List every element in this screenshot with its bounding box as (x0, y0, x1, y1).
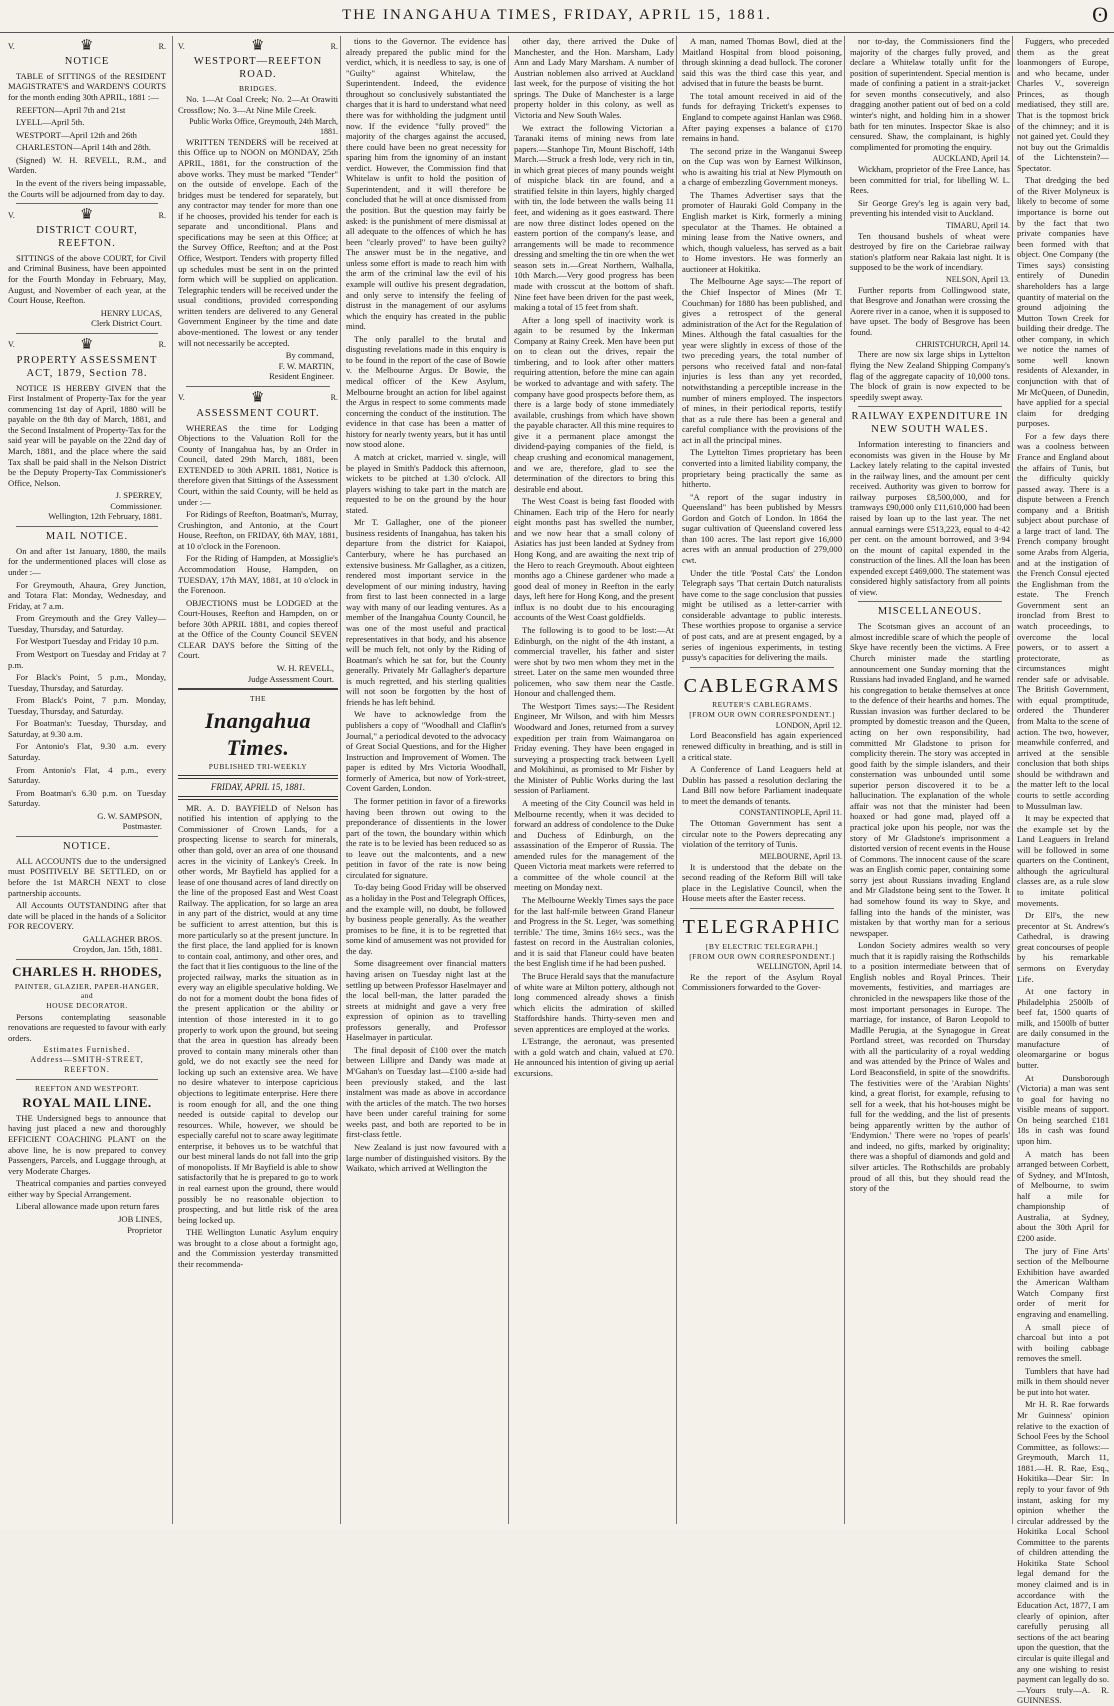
royal-crest-icon: ♛ (79, 207, 94, 224)
railway-expenditure-heading: RAILWAY EXPENDITURE IN NEW SOUTH WALES. (851, 411, 1009, 436)
westport-reefton-heading: WESTPORT—REEFTON ROAD. (193, 56, 323, 80)
sittings-notice: TABLE of SITTINGS of the RESIDENT MAGISTRATE'S and WARDEN'S COURTS for the month ending 30th APRIL, 1881 :— (8, 70, 166, 103)
editorial-paragraph: THE Wellington Lunatic Asylum enquiry was brought to a close about a fortnight ago, and the Commission yesterday transmitted their recommenda- (178, 1227, 338, 1269)
vr-crest: V. ♛ R. (8, 38, 166, 54)
column-7: Fuggers, who preceded them as the great loanmongers of Europe, and who became, under Charles V., sovereign Princes, as though mediatised, they still are. That is the topmost brick of the chimney; and it is not gained yet. Could they not buy out the Grimaldis of the Lichtenstein?—Spectator. That dredging the bed of the River Molyneux is likely to become of some importance is borne out by the fact that two private companies have been formed with that object. One Company (the Times says) consisting entirely of Dunedin shareholders has a large quantity of material on the ground adjoining the Mutton Town Creek for building their dredge. The other company, in which we notice the names of some well known residents of Alexander, in conjunction with that of Mr McQueen, of Dunedin, have applied for a special claim for dredging purposes. For a few days there was a coolness between France and England about the affairs of Tunis, but the difficulty quickly passed away. There is a dispute between a French company and a British subject about purchase of a large tract of land. The French company brought some Arabs from Algeria, and at the instigation of the French Consul ejected the Englishman from the estate. The French Government sent an ironclad from Brest to watch proceedings, to overcome the local powers, or to assert a protectorate, as circumstances might render safe or advisable. The British Government, with equal promptitude, ordered the Thunderer from Malta to the scene of action. The two, however, meanwhile conferred, and arrived at the sensible conclusion that both ships should be withdrawn and the matter left to the local courts to settle according to Mussulman law. It may be expected that the example set by the Land Leaguers in Ireland will be followed in some quarters on the Continent, although the agricultural classes are, as a rule slow to imitate political movements. Dr Ell's, the new precentor at St. Andrew's Cathedral, is drawing great concourses of people by his remarkable sermons on Everyday Life. At one factory in Philadelphia 2500lb of beef fat, 1500 quarts of milk, and 1500lb of butter are daily consumed in the manufacture of oleomargarine or bogus butter. At Dunsborough (Victoria) a man was sent to goal for having no visible means of support. On being searched £181 18s in cash was found upon him. A match has been arranged between Corbett, of Sydney, and M'Intosh, of Melbourne, to swim half a mile for championship of Australia, at Sydney, about the 30th April for £200 aside. The jury of Fine Arts' section of the Melbourne Exhibition have awarded the American Waltham Watch Company first order of merit for engraving and enamelling. A small piece of charcoal but into a pot with boiling cabbage removes the smell. Tumblers that have had milk in them should never be put into hot water. Mr H. R. Rae forwards Mr Guinness' opinion relative to the exaction of School Fees by the School Committee, as follows:—Greymouth, March 11, 1881.—H. R. Rae, Esq., Hokitika—Dear Sir: In reply to your favor of 9th instant, asking for my opinion whether the circular addressed by the Hokitika Local School Committee to the parents of children attending the Hokitika State School legal demand for the money claimed and is in accordance with the Education Act, 1877, I am clearly of opinion, after carefully perusing all sections of the act bearing upon the question, that the circular is quite illegal and any one wishing to resist payment can legally do so.—Yours truly—A. R. GUINNESS. (1012, 36, 1109, 1524)
masthead (0, 0, 1114, 33)
royal-crest-icon: ♛ (79, 336, 94, 353)
royal-mail-heading: ROYAL MAIL LINE. (22, 1094, 152, 1110)
royal-crest-icon: ♛ (250, 38, 265, 54)
divider (16, 959, 158, 960)
divider (858, 406, 1002, 407)
column-2: V. ♛ R. WESTPORT—REEFTON ROAD. BRIDGES. No. 1—At Coal Creek; No. 2—At Orawiti Crossflow; No. 3—At Nine Mile Creek. Public Works Office, Greymouth, 24th March, 1881. WRITTEN TENDERS will be received at this Office up to NOON on MONDAY, 25th APRIL, 1881, for the construction of the above works. They must be marked "Tender" on the outside of envelope. Each of the bridges must be tendered for separately, but any contractor may tender for more than one if he chooses, provided his tender for each is separate and unconditional. Plans and specifications may be seen at this Office; at the Survey Office, Reefton; and at the Post Office, Westport. Tenders with property filled up schedules must be sent in on the printed form which will be supplied on application. Telegraphic tenders will be received under the usual conditions, provided corresponding written tenders are delivered to any General Government Engineer by the time and date above-mentioned. The lowest or any tender will not necessarily be accepted. By command, F. W. MARTIN, Resident Engineer. V. ♛ R. ASSESSMENT COURT. WHEREAS the time for Lodging Objections to the Valuation Roll for the County of Inangahua has, by an Order in Council, dated 29th March, 1881, been EXTENDED to 30th APRIL 1881, Notice is therefore given that Sittings of the Assessment Court, within the said County, will be held as under :— For Ridings of Reefton, Boatman's, Murray, Crushington, and Antonio, at the Court House, Reefton, on FRIDAY, 6th MAY, 1881, at 10 o'clock in the Forenoon. For the Riding of Hampden, at Mossiglie's Accommodation House, Hampden, on TUESDAY, 17th MAY, 1881, at 10 o'clock in the Forenoon. OBJECTIONS must be LODGED at the Court-Houses, Reefton and Hampden, on or before 30th APRIL 1881, and copies thereof at the Office of the County Council SEVEN CLEAR DAYS before the Sitting of the Court. W. H. REVELL, Judge Assessment Court. THE Inangahua Times. PUBLISHED TRI-WEEKLY FRIDAY, APRIL 15, 1881. MR. A. D. BAYFIELD of Nelson has notified his intention of applying to the Commissioner of Crown Lands, for a prospecting license to search for minerals, other than gold, over an area of one thousand acres in the vicinity of Lankey's Creek. In other words, Mr Bayfield has applied for a lease of one thousand acres of land directly on the line of the proposed East and West Coast Railway. The application, for so large an area in any part of the district, would at any time be sufficient to arrest attention, but this is more particularly so at the present juncture. In the first place, the land applied for is known to contain coal, antimony, and other ores, and the fact that it lies contiguous to the line of the projected railway, marks the situation as in every way an eligible speculative holding. We do not for a moment doubt the bona fides of the present application or the ability or intention of those interested in it to go properly to work upon the ground, but seeing that the area in question has already been proved to contain many minerals other than gold, we do not exactly see the need for locking up such an extensive area. We have no desire whatever to interpose capricious objections to legitimate enterprise. Here there is room enough for all, and the one thing needed is outside capital to develop our resources. While, however, we should be especially careful not to scare away legitimate enterprise, it behoves us to be watchful that our best mineral lands do not fall into the grip of monopolists. If Mr Bayfield is able to show satisfactorily that he is prepared to go to work in real earnest upon the ground, there would possibly be no reasonable objection to prospecting, and but little risk of the area being locked up. THE Wellington Lunatic Asylum enquiry was brought to a close about a fortnight ago, and the Commission yesterday transmitted their recommenda- (172, 36, 343, 1524)
divider (690, 667, 834, 668)
notice-heading: NOTICE. (62, 840, 112, 852)
column-5: A man, named Thomas Bowl, died at the Maitland Hospital from blood poisoning, through skinning a dead bullock. The coroner said this was the third case this year, and advised that in future the beasts be burnt. The total amount received in aid of the funds for defraying Trickett's expenses to England to compete against Hanlan was £968. After paying expenses a balance of £170 remains in hand. The second prize in the Wanganui Sweep on the Cup was won by Earnest Wilkinson, who is awaiting his trial at New Plymouth on a charge of embezzling Government moneys. The Thames Advertiser says that the promoter of Hauraki Gold Company in the English market is Kirk, formerly a mining speculator at the Thames. He obtained a mining lease from the Native owners, and which, though valueless, has served as a bait to Home investors. He was formerly an auctioneer at Hokitika. The Melbourne Age says:—The report of the Chief Inspector of Mines (Mr T. Couchman) for 1880 has been published, and gives a retrospect of the general administration of the Act for the Regulation of Mines. Although the fatal casualties for the year were slightly in excess of those of the two preceding years, the total number of persons who received fatal and non-fatal injuries is less than any yet recorded, notwithstanding a perceptible increase in the number of miners employed. The inspectors of mines, in their periodical reports, testify that as a rule there has been a general and careful compliance with the provisions of the act in all the principal mines. The Lyttelton Times proprietary has been converted into a limited liability company, the proprietary being practically the same as hitherto. "A report of the sugar industry in Queensland" has been published by Messrs Gordon and Gotch of London. In 1864 the sugar cultivation of Queensland covered less than 100 acres. The last report give 16,000 acres with an annual production of 279,000 cwt. Under the title 'Postal Cats' the London Telegraph says 'That certain Dutch naturalists have come to the sage conclusion that pussies might be utilised as a letter-carrier with considerable advantage to public interests. These worthies propose to organise a service of post cats, and are at present engaged, by a series of ingenious experiments, in testing pussy's capacities for delivering the mails. CABLEGRAMS REUTER'S CABLEGRAMS. [FROM OUR OWN CORRESPONDENT.] LONDON, April 12. Lord Beaconsfield has again experienced renewed difficulty in breathing, and is still in a critical state. A Conference of Land Leaguers held at Dublin has passed a resolution declaring the Land Bill now before Parliament inadequate to meet the demands of tenants. CONSTANTINOPLE, April 11. The Ottoman Government has sent a circular note to the Powers deprecating any violation of the territory of Tunis. MELBOURNE, April 13. It is understood that the debate on the second reading of the Reform Bill will take place in the Legislative Council, when the House meets after the Easter recess. TELEGRAPHIC [BY ELECTRIC TELEGRAPH.] [FROM OUR OWN CORRESPONDENT.] WELLINGTON, April 14. Re the report of the Asylum Royal Commissioners forwarded to the Gover- (676, 36, 847, 1524)
column-4: other day, there arrived the Duke of Manchester, and the Hon. Marsham, Lady Ann and Lady Mary Marsham. A number of Austrian noblemen also arrived at Auckland last week, for the purpose of visiting the hot springs. The Duke of Manchester is a large property holder in this colony, as well as Victoria and New South Wales. We extract the following Victorian a Taranaki items of mining news from late papers.—Stanhope Tin, Mount Bischoff, 14th March.—Struck a fresh lode, very rich in tin, in which great pieces of many pounds weight of mispiche black tin are found, and a stratified felsite in thin layers, highly charged with tin, the lode between the walls being 11 feet, and widening as it goes eastward. There are now three distinct lodes opened on the eastern portion of the company's lease, and arrangements will be made to recommence dressing and smelting the tin ore when the wet season sets in.—Great Northern, Walhalla, 10th March.—Very good progress has been made with crosscut at the bottom of shaft. Nine feet have been driven for the past week, making a total of 15 feet from shaft. After a long spell of inactivity work is again to be resumed by the Inkerman Company at Rainy Creek. Men have been put on to clean out the drives, repair the timbering, and to look after other matters requiring attention, before the mine can again be worked to advantage and with safety. The company have good prospects before them, as there is a large body of stone immediately available, crushings from which have shown the payable character. All this mine requires to give it a permanent place amongst the dividend-paying companies of the field, is cheap crushing and economical management, and we are, therefore, glad to see the determination of the directors to bring this desirable end about. The West Coast is being fast flooded with Chinamen. Each trip of the Hero for nearly eight months past has swelled the number, and we now hear that a small colony of Asiatics has just been landed at Sydney from Hong Kong, and are awaiting the next trip of the Hero to reach Greymouth. About eighteen months ago a Chinese gardener who made a good deal of money in Reefton in the early days, left here for Hong Kong, and the present influx is no doubt due to his encouraging accounts of the West Coast goldfields. The following is to good to be lost:—At Edinburgh, on the night of the 4th instant, a commercial traveller, his father and sister were shot by two men whom they met in the street. Later on the same men wounded three policemen, who saw them near the Castle. Honour and challenged them. The Westport Times says:—The Resident Engineer, Mr Wilson, and with him Messrs Woodward and Jones, returned from a survey expedition per train from Waimangaroa on Friday evening. They have been engaged in surveying a prospecting track between Lyell and Mokihinui, as promised to Mr Fisher by the Minister of Public Works during the last session of Parliament. A meeting of the City Council was held in Melbourne recently, when it was decided to forward an address of condolence to the Duke and Duchess of Edinburgh, on the assassination of the Emperor of Russia. The amended rules for the management of the Queen Victoria meat markets were referred to a committee of the whole council at the meeting on Monday next. The Melbourne Weekly Times says the pace for the last half-mile between Grand Flaneur and Progress in the St. Leger, 'was something terrible.' The time, 3mins 16½ secs., was the fastest on record in the Australian colonies, and it is said that Flaneur could have beaten the best English time if he had been pushed. The Bruce Herald says that the manufacture of white ware at Milton pottery, although not long commenced already shows a finish which elicits the admiration of skilled Staffordshire hands. Thirty-seven men and seven apprentices are employed at the works. L'Estrange, the aeronaut, was presented with a gold watch and chain, valued at £70. He announced his intention of giving up aerial excursions. (508, 36, 679, 1524)
divider (16, 1079, 158, 1080)
divider (16, 203, 158, 204)
mail-notice-heading: MAIL NOTICE. (45, 530, 129, 542)
cablegrams-heading: CABLEGRAMS (683, 674, 841, 697)
divider (178, 688, 338, 690)
divider (16, 526, 158, 527)
divider (858, 601, 1002, 602)
dateline: FRIDAY, APRIL 15, 1881. (210, 781, 306, 792)
divider (186, 386, 330, 387)
royal-crest-icon: ♛ (79, 38, 94, 54)
column-1: V. ♛ R. NOTICE TABLE of SITTINGS of the RESIDENT MAGISTRATE'S and WARDEN'S COURTS for the month ending 30th APRIL, 1881 :— REEFTON—April 7th and 21st LYELL—April 5th. WESTPORT—April 12th and 26th CHARLESTON—April 14th and 28th. (Signed) W. H. REVELL, R.M., and Warden. In the event of the rivers being impassable, the Courts will be adjourned from day to day. V. ♛ R. DISTRICT COURT, REEFTON. SITTINGS of the above COURT, for Civil and Criminal Business, have been appointed for the Fourth Monday in February, May, August, and November of each year, at the Court House, Reefton. HENRY LUCAS, Clerk District Court. V. ♛ R. PROPERTY ASSESSMENT ACT, 1879, Section 78. NOTICE IS HEREBY GIVEN that the First Instalment of Property-Tax for the year commencing 1st day of April, 1880 will be payable on the 8th day of March, 1881, and the Second Instalment of Property-Tax for the said year will be payable on the 22nd day of March, 1881, and the place where the said Tax shall be paid shall in the Nelson District be the Deputy Property-Tax Commissioner's Office, Nelson. J. SPERREY, Commissioner. Wellington, 12th February, 1881. MAIL NOTICE. On and after 1st January, 1880, the mails for the undermentioned places will close as under :— For Greymouth, Ahaura, Grey Junction, and Totara Flat: Monday, Wednesday, and Friday, at 7 a.m. From Greymouth and the Grey Valley—Tuesday, Thursday, and Saturday. For Westport Tuesday and Friday 10 p.m. From Westport on Tuesday and Friday at 7 p.m. For Black's Point, 5 p.m., Monday, Tuesday, Thursday, and Saturday. From Black's Point, 7 p.m. Monday, Tuesday, Thursday, and Saturday. For Boatman's: Tuesday, Thursday, and Saturday, at 9.30 a.m. For Antonio's Flat, 9.30 a.m. every Saturday. From Antonio's Flat, 4 p.m., every Saturday. From Boatman's 6.30 p.m. on Tuesday Saturday. G. W. SAMPSON, Postmaster. NOTICE. ALL ACCOUNTS due to the undersigned must POSITIVELY BE SETTLED, on or before the 1st MARCH NEXT to close partnership accounts. All Accounts OUTSTANDING after that date will be placed in the hands of a Solicitor FOR RECOVERY. GALLAGHER BROS. Croydon, Jan. 15th, 1881. CHARLES H. RHODES, PAINTER, GLAZIER, PAPER-HANGER, and HOUSE DECORATOR. Persons contemplating seasonable renovations are requested to favour with early orders. Estimates Furnished. Address—SMITH-STREET, REEFTON. REEFTON AND WESTPORT. ROYAL MAIL LINE. THE Undersigned begs to announce that having just placed a new and thoroughly EFFICIENT COACHING PLANT on the above line, he is now prepared to convey Passengers, Parcels, and Luggage through, at very Moderate Charges. Theatrical companies and parties conveyed either way by Special Arrangement. Liberal allowance made upon return fares JOB LINES, Proprietor (8, 38, 166, 1235)
sittings-signature: (Signed) W. H. REVELL, R.M., and Warden. (8, 154, 166, 176)
divider (16, 333, 158, 334)
royal-crest-icon: ♛ (250, 389, 265, 406)
divider (16, 836, 158, 837)
newspaper-logo: Inangahua Times. (204, 708, 311, 761)
double-rule (178, 796, 338, 800)
assessment-court-heading: ASSESSMENT COURT. (196, 407, 320, 419)
divider (690, 908, 834, 909)
column-3: tions to the Governor. The evidence has already prepared the public mind for the verdict, which, it is needless to say, is one of "Guilty" against Whitelaw, the Superintendent. Indeed, the evidence throughout so conclusively substantiated the charges that it is hard to understand what need there was for withholding the judgment until now. If the evidence "fully proved" the majority of the charges against the accused, there could have been no great necessity for sparing him from the ignominy of an instant verdict. However, the Commission find that Whitelaw is unfit to hold the position of Superintendent, and it will therefore be concluded that he will at once dismissed from the position. But the question may fairly be asked: is the punishment of mere dismissal at all adequate to the offences of which he has been "clearly proved" to have been guilty? The answer must be in the negative, and unless some effort is made to reach him with the arm of the criminal law the evil of his example will outlive his present degradation, and only serve to intensify the feeling of distrust in the management of our asylums which the enquiry has created in the public mind. The only parallel to the brutal and disgusting revelations made in this enquiry is to be found in the report of the case of Bowie v. the Melbourne Argus. Dr Bowie, the medical officer of the Kew Asylum, Melbourne brought an action for libel against the Argus in respect to some comments made concerning the conduct of the institution. The evidence in that case has been a matter of history for nearly twenty years, but it has until now stood alone. A match at cricket, married v. single, will be played in Smith's Paddock this afternoon, wickets to be pitched at 1.30 o'clock. All players wishing to take part in the match are requested to be on the ground by the hour stated. Mr T. Gallagher, one of the pioneer business residents of Inangahua, has taken his departure from the district for Kaiapoi, Canterbury, where he has purchased an extensive business. Mr Gallagher, as a citizen, rendered most important service in the development of our mining industry, having from first to last been connected in a large way with many of our leading ventures. As a member of the Inangahua County Council, he was one of the most useful and practical representatives in that body, and his absence will be much felt, not only by the Riding of Boatman's which he sat for, but the County generally. Privately Mr Gallagher's departure is much regretted, and his sterling qualities will not soon be forgotten by the host of friends he has left behind. We have to acknowledge from the publishers a copy of "Woodhall and Claflin's Journal," a periodical devoted to the advocacy of Great Social Questions, and for the Higher Instruction and Improvement of Women. The paper is edited by Mrs Victoria Woodhall, formerly of America, but now of York-street, Covent Garden, London. The former petition in favor of a fireworks having been thrown out owing to the preponderance of dissentients in the lower part of the town, the boundary within which the rate is to be levied has been reduced so as to leave out the malcontents, and a new petition in favor of the rate is now being circulated for signature. To-day being Good Friday will be observed as a holiday in the Post and Telegraph Offices, and the example will, no doubt, be followed by business people generally. As the weather promises to be fine, it is to be regretted that some kind of amusement was not provided for the day. Some disagreement over financial matters having arisen on Tuesday night last at the settling up between Professor Haselmayer and the local bell-man, the latter paraded the streets at midnight and gave a very free expression of opinion as to travelling professors generally, and Professor Haselmayer in particular. The final deposit of £100 over the match between Lillipre and Dandy was made at M'Gahan's on Tuesday last—£100 a-side had been previously staked, and the last instalment was made as above in accordance with the articles of the match. The two horses have been under careful training for some weeks past, and both are reported to be in first-class fettle. New Zealand is just now favoured with a large number of distinguished visitors. By the Waikato, which arrived at Wellington the (340, 36, 511, 1524)
property-assessment-heading: PROPERTY ASSESSMENT ACT, 1879, Section 78. (16, 354, 158, 379)
notice-heading: NOTICE (64, 56, 110, 67)
double-rule (178, 775, 338, 779)
columns (8, 36, 1109, 1706)
miscellaneous-heading: MISCELLANEOUS. (877, 606, 983, 618)
rhodes-advert-heading: CHARLES H. RHODES, (12, 963, 162, 979)
district-court-heading: DISTRICT COURT, REEFTON. (36, 225, 138, 249)
masthead-title: THE INANGAHUA TIMES, FRIDAY, APRIL 15, 1881. (342, 7, 772, 23)
telegraphic-heading: TELEGRAPHIC (682, 916, 842, 939)
editorial-paragraph: MR. A. D. BAYFIELD of Nelson has notified his intention of applying to the Commissioner of Crown Lands, for a prospecting license to search for minerals, other than gold, over an area of one thousand acres in the vicinity of Lankey's Creek. In other words, Mr Bayfield has applied for a lease of one thousand acres of land directly on the line of the proposed East and West Coast Railway. The application, for so large an area in any part of the district, would at any time be sufficient to arrest attention, but this is more particularly so at the present juncture. In the first place, the land applied for is known to contain coal, antimony, and other ores, and the fact that it lies contiguous to the line of the projected railway, marks the situation as in every way an eligible speculative holding. We do not for a moment doubt the bona fides of the present application or the ability or intention of those interested in it to go properly to work upon the ground, but seeing that the area in question has already been proved to contain many minerals other than gold, we do not exactly see the need for locking up such an extensive area. We have no desire whatever to interpose capricious objections to legitimate enterprise. Here there is room enough for all, and the one thing needed is outside capital to develop our resources. While, however, we should be especially careful not to scare away legitimate enterprise, it behoves us to be watchful that our best mineral lands do not fall into the grip of monopolists. If Mr Bayfield is able to show satisfactorily that he is prepared to go to work in real earnest upon the ground, there would possibly be no reasonable objection to prospecting, and but little risk of the area being locked up. (178, 802, 338, 1225)
corner-mark-icon: ʘ (1092, 2, 1108, 27)
column-6: nor to-day, the Commissioners find the majority of the charges fully proved, and declare a Whitelaw totally unfit for the position of superintendent. Special mention is made of confining a patient in a strait-jacket for seven months consecutively, and also dragging another patient out of bed on a cold winter's night, and holding him in a shower bath for ten minutes. Inspector Skae is also censured. Shaw, the complainant, is highly complimented for promoting the enquiry. AUCKLAND, April 14. Wickham, proprietor of the Free Lance, has been committed for trial, for libelling W. L. Rees. Sir George Grey's leg is again very bad, preventing his intended visit to Auckland. TIMARU, April 14. Ten thousand bushels of wheat were destroyed by fire on the Cariebrae railway station's platform near Rakaia last night. It is supposed to be the work of incendiary. NELSON, April 13. Further reports from Collingwood state, that Besgrove and Jonathan were crossing the Aorere river in a canoe, when it is supposed to have upset. The body of Besgrove has been found. CHRISTCHURCH, April 14. There are now six large ships in Lyttelton flying the New Zealand Shipping Company's flag of the aggregate capacity of 10,000 tons. The block of grain is now expected to be speedily swept away. RAILWAY EXPENDITURE IN NEW SOUTH WALES. Information interesting to financiers and economists was given in the House by Mr Lackey lately relating to the capital invested in the railway lines, and the amount per cent received. Authority was given to borrow for railway purposes £8,500,000, and for tramways £90,000 only £11,610,000 had been raised by loan up to the last year. The net annual earnings were £513,223, equal to 4·42 per cent. on the amount borrowed, and 3·94 on the mount of capital expended in the construction of the lines. All the loan has been expended except £469,000. The statement was considered highly satisfactory from all points of view. MISCELLANEOUS. The Scotsman gives an account of an almost incredible scare of which the people of Skye have recently been the victims. A Free Church minister made the startling announcement one Sunday morning that the Russians had invaded England, and he warned his congregation to betake themselves at once to the defence of their hearths and homes. The Russian invasion was further declared to be prompted by domestic treason and the Queen, acting on her own responsibility, had committed Mr Gladstone to prison for complicity therein. The story was accepted in good faith by the simple islanders, and their consternation was unbounded until some superior person discovered it to be a hallucination. The explanation of the whole affair was not that the minister had been hoaxed or had gone mad, played off a practical joke upon his people, nor was the story of Mr Gladstone's imprisonment a distorted version of recent events in the House of Commons. The innocent cause of the scare was an English comic paper, containing some sorry jest about Russians invading England and Mr Gladstone being sent to the Tower. It had somehow found its way to Skye, and falling into the hands of the minister, was mistaken by that worthy man for a serious newspaper. London Society admires wealth so very much that it is rapidly raising the Rothschilds to a position intermediate between that of English nobles and Royal Princes. Their movements, festivities, and marriages are chronicled in the newspapers like those of the most important personages in Europe. The marriage, for instance, of Baron Leopold to Madlle Perugia, at the Synagogue in Great Portland street, was recorded on Thursday with all the particularity of a royal wedding and was attended by the Prince of Wales and Lord Beaconsfield, in spite of the snowdrifts. The festivities were of the 'Arabian Nights' kind, a great florist, for example, refusing to sell for a week, that his hot-houses might be full for the wedding, and the list of presents being apparently written by the author of 'Endymion.' There were no 'ropes of pearls' and indeed, no gifts, marked by originality; there was a shopful of diamonds and gold and silver articles. The Rothschilds are probably proud of all this, but they should read the story of the (844, 36, 1015, 1524)
